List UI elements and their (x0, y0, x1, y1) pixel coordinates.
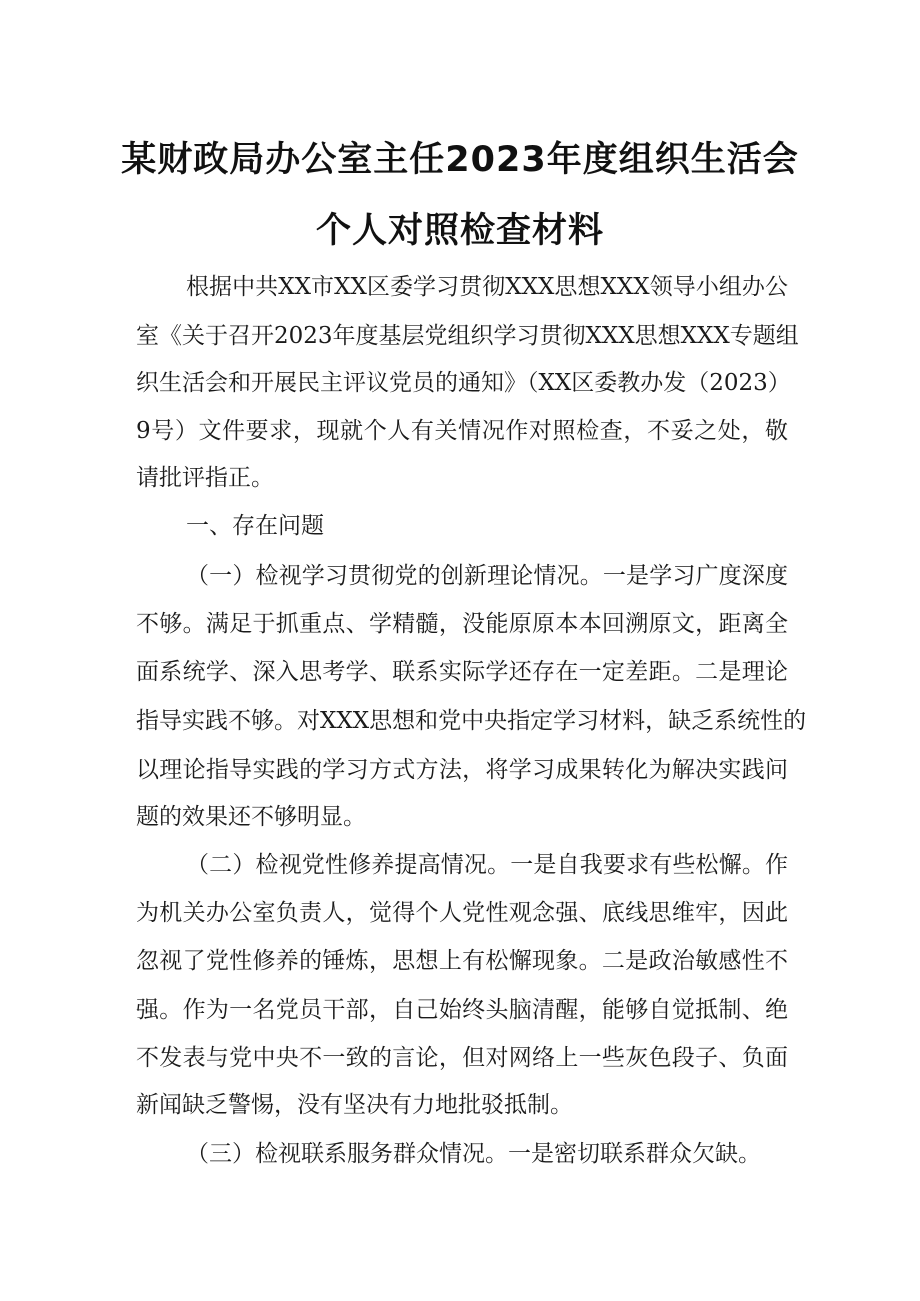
intro-line: 根据中共XX市XX区委学习贯彻XXX思想XXX领导小组办公 (186, 274, 788, 300)
document-subtitle: 个人对照检查材料 (315, 211, 604, 251)
item2-line: （二）检视党性修养提高情况。一是自我要求有些松懈。作 (186, 852, 788, 878)
item2-line: 忽视了党性修养的锤炼，思想上有松懈现象。二是政治敏感性不 (136, 948, 788, 974)
intro-line: 9号）文件要求，现就个人有关情况作对照检查，不妥之处，敬 (136, 418, 788, 444)
item1-line: 题的效果还不够明显。 (136, 804, 366, 830)
item1-line: 指导实践不够。对XXX思想和党中央指定学习材料，缺乏系统性的 (136, 708, 807, 734)
item2-line: 为机关办公室负责人，觉得个人党性观念强、底线思维牢，因此 (136, 900, 788, 926)
item1-line: 面系统学、深入思考学、联系实际学还存在一定差距。二是理论 (136, 659, 788, 685)
intro-line: 织生活会和开展民主评议党员的通知》（XX区委教办发（2023） (136, 370, 791, 396)
item1-line: 不够。满足于抓重点、学精髓，没能原原本本回溯原文，距离全 (136, 611, 788, 637)
document-title: 某财政局办公室主任2023年度组织生活会 (121, 140, 799, 180)
item2-line: 新闻缺乏警惕，没有坚决有力地批驳抵制。 (136, 1092, 573, 1118)
section-heading: 一、存在问题 (186, 513, 324, 539)
intro-line: 请批评指正。 (136, 465, 274, 491)
intro-line: 室《关于召开2023年度基层党组织学习贯彻XXX思想XXX专题组 (136, 323, 799, 349)
item1-line: 以理论指导实践的学习方式方法，将学习成果转化为解决实践问 (136, 757, 788, 783)
item2-line: 不发表与党中央不一致的言论，但对网络上一些灰色段子、负面 (136, 1045, 788, 1071)
item1-line: （一）检视学习贯彻党的创新理论情况。一是学习广度深度 (186, 563, 788, 589)
item2-line: 强。作为一名党员干部，自己始终头脑清醒，能够自觉抵制、绝 (136, 997, 788, 1023)
item3-line: （三）检视联系服务群众情况。一是密切联系群众欠缺。 (186, 1141, 761, 1167)
